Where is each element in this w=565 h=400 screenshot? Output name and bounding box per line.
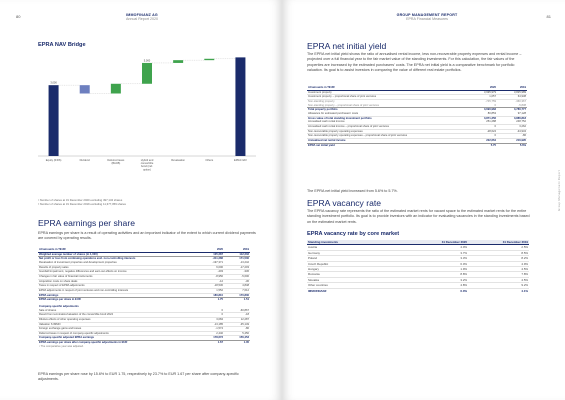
nav-bridge-bar [49, 85, 59, 156]
eps-adj-value: -35,149 [224, 322, 250, 327]
eps-section-company-specific-label: Company-specific adjustments [39, 304, 79, 308]
eps-label: Weighted average number of shares (in 1,000) [38, 252, 198, 257]
vac-col-label: Standing investments [307, 240, 407, 245]
vacancy-label: Poland [307, 256, 407, 261]
eps-adj-value: 1.35 [224, 341, 250, 345]
vac-total-2019: 4.1% [468, 288, 529, 293]
vacancy-subheading: EPRA vacancy rate by core market [307, 231, 400, 237]
vacancy-value: 4.9% [468, 261, 529, 266]
eps-value: -8,950 [198, 274, 224, 279]
left-page [0, 0, 282, 400]
niy-label: Non-recoverable property operating expenses [307, 129, 467, 134]
eps-adj-label: Dilutive effects of other operating expenses [38, 317, 198, 322]
vacancy-heading: EPRA vacancy rate [307, 198, 382, 208]
eps-adj-value: 1.67 [198, 341, 224, 345]
vacancy-value: 1.9% [407, 267, 468, 272]
niy-value: 0 [467, 124, 497, 129]
left-header-subtitle: Annual Report 2020 [126, 17, 158, 22]
vac-total-2020: 6.0% [407, 288, 468, 293]
nav-bridge-bar [80, 85, 90, 93]
niy-row [307, 143, 527, 147]
eps-value: -197,371 [198, 261, 224, 265]
eps-table-body [38, 252, 250, 348]
niy-value: -745,759 [485, 99, 496, 103]
niy-value: 3,886,818 [497, 116, 527, 120]
eps-label: Changes in fair value of financial instruments [38, 274, 198, 279]
side-section-label: Group Management Report [557, 170, 561, 211]
niy-value: 3,780,777 [497, 108, 527, 112]
eps-value: -311,286 [198, 257, 224, 261]
eps-label: EPRA earnings [38, 293, 198, 298]
vacancy-value: 4.5% [468, 277, 529, 282]
vacancy-value: 4.5% [468, 267, 529, 272]
niy-intro: The EPRA net initial yield shows the ratio of annualised rental income, less non-recoverable property expenses and rental income – projected over a full financial year to the fair market value of the standing investments. For this calculation, the fair values of the properties are increased by the estimated purchasers' costs. The EPRA net initial yield is a comparative benchmark for portfolio valuation. Its goal is to assist investors in comparing the value of different real estate portfolios. [307, 52, 522, 73]
niy-label: Non-standing property [308, 99, 335, 103]
nav-bridge-bar [204, 59, 214, 60]
vacancy-value: 3.3% [407, 256, 468, 261]
eps-label: EPRA adjustments in respect of joint ventures and non-controlling interests [38, 288, 198, 293]
left-header-title: IMMOFINANZ AG [126, 13, 158, 17]
eps-value: -13,242 [224, 261, 250, 265]
vacancy-table [307, 240, 529, 293]
niy-value: -5,838 [518, 103, 526, 107]
vacancy-label: Romania [307, 272, 407, 277]
eps-col-2020: 2020 [198, 248, 224, 252]
eps-col-2019: 2019 [224, 248, 250, 252]
vac-col-2020: 31 December 2020 [407, 240, 468, 245]
vacancy-label: Czech Republic [307, 261, 407, 266]
eps-adj-label: Valuation S IMMO [38, 322, 198, 327]
niy-value: 3,262 [497, 124, 527, 129]
eps-value: 105,287 [198, 252, 224, 257]
eps-value: 171,530 [224, 257, 250, 261]
niy-value: 3,871,356 [467, 116, 497, 120]
nav-bridge-footnote-2: ² Number of shares at 31 December 2019 excluding 11,377,059 shares [38, 202, 126, 206]
eps-value: -336 [224, 270, 250, 275]
eps-adj-value: -60,867 [224, 309, 250, 313]
nav-bridge-value-label: 3,000 [50, 81, 57, 85]
eps-closing: EPRA earnings per share rose by 15.6% to EUR 1.75, respectively by 23.7% to EUR 1.67 per share after company-specific adjustments. [38, 372, 239, 382]
niy-value: 64,938 [497, 95, 527, 100]
niy-col-label: All amounts in TEUR [307, 86, 467, 90]
eps-value: -403 [198, 270, 224, 275]
nav-bridge-bar [142, 63, 152, 84]
niy-value: -360,367 [515, 99, 526, 103]
nav-bridge-category-label: Revaluation [171, 159, 185, 162]
niy-value: 251,288 [467, 120, 497, 124]
nav-bridge-category-label: Equity (IFRS) [45, 159, 62, 162]
eps-label: Acquisition costs on share deals [38, 279, 198, 284]
vacancy-value: 4.8% [407, 283, 468, 288]
niy-value: 0 [494, 103, 496, 107]
eps-value: -30 [224, 279, 250, 284]
vacancy-label: Slovakia [307, 277, 407, 282]
niy-label: EPRA net initial yield [307, 143, 467, 147]
eps-adj-value: -18 [224, 313, 250, 318]
nav-bridge-bar [111, 84, 121, 94]
nav-bridge-chart [38, 52, 256, 194]
nav-bridge-category-label: Others [205, 159, 214, 162]
eps-heading: EPRA earnings per share [38, 218, 135, 228]
niy-label: Gross value of total standing investment portfolio [307, 116, 467, 120]
eps-value: 1,552 [198, 288, 224, 293]
eps-value: 180,810 [198, 293, 224, 298]
nav-bridge-bar [173, 60, 183, 63]
niy-label: Allowance for estimated purchasers' costs [307, 112, 467, 116]
nav-bridge-category-label: Hybrid and convertible bond (incl. option) [140, 159, 154, 172]
eps-label: EPRA earnings per share in EUR [38, 298, 198, 302]
vacancy-label: Germany [307, 250, 407, 255]
eps-adj-value: 0 [198, 313, 224, 318]
eps-adj-value: 156,453 [224, 336, 250, 341]
eps-adj-label: Result from termination/valuation of the convertible bond 2024 [38, 313, 198, 318]
vacancy-value: 3.7% [407, 250, 468, 255]
eps-adj-value: 12,287 [224, 317, 250, 322]
vacancy-value: 8.2% [468, 256, 529, 261]
eps-value: 4,848 [224, 284, 250, 289]
niy-label: Annualised cash rental income [307, 120, 467, 124]
eps-adj-label: EPRA earnings per share after company-specific adjustments in EUR [38, 341, 198, 345]
vacancy-label: Hungary [307, 267, 407, 272]
vacancy-value: 9.2% [468, 283, 529, 288]
right-page-number: 81 [546, 14, 551, 19]
niy-value: 5.6% [497, 143, 527, 147]
niy-label: Investment property [307, 90, 467, 95]
right-page [282, 0, 565, 400]
niy-table [307, 86, 527, 147]
niy-value: 222,664 [467, 138, 497, 143]
niy-label: Investment property – proportional share of joint ventures [307, 95, 467, 100]
eps-col-label: All amounts in TEUR [38, 248, 198, 252]
eps-value: 1.75 [198, 298, 224, 302]
vac-total-label: IMMOFINANZ [307, 288, 407, 293]
eps-value: -5,600 [224, 274, 250, 279]
vacancy-value: 7.8% [468, 272, 529, 277]
left-running-header [110, 13, 174, 22]
eps-adj-value: 3,084 [198, 317, 224, 322]
eps-intro: EPRA earnings per share is a result of operating activities and an important indicator of the extent to which current dividend payments are covered by operating results. [38, 231, 256, 241]
vacancy-intro: The EPRA vacancy rate represents the ratio of the estimated market rents for vacant space to the estimated market rents for the entire standing investment portfolio. Its goal is to provide investors with an indicator for evaluating vacancies in the standing investments based on the estimated market rents. [307, 209, 530, 224]
vacancy-value: 6.0% [407, 261, 468, 266]
eps-adj-value: -13,185 [198, 322, 224, 327]
eps-value: 170,830 [224, 293, 250, 298]
eps-value: -12 [198, 279, 224, 284]
niy-label: Annualised cash rental income – proportional share of joint ventures [307, 124, 467, 129]
eps-adj-value: -80 [224, 327, 250, 332]
vacancy-value: 2.5% [468, 245, 529, 250]
nav-bridge-category-label: Deferred taxes (BACB) [107, 159, 125, 166]
right-header-title: GROUP MANAGEMENT REPORT [396, 13, 458, 17]
nav-bridge-bar [235, 57, 245, 156]
eps-adj-value: 5,450 [224, 331, 250, 336]
eps-label: Revaluation of investment properties and development properties [38, 261, 198, 265]
niy-label: Annualised net rental income [307, 138, 467, 143]
eps-adj-value: -1,574 [198, 327, 224, 332]
vacancy-label: Other countries [307, 283, 407, 288]
niy-value: -28,624 [467, 129, 497, 134]
right-running-header [390, 13, 464, 22]
eps-value: 6,000 [198, 265, 224, 270]
eps-value: 1.51 [224, 298, 250, 302]
nav-bridge-category-label: EPRA NAV [234, 159, 247, 162]
left-page-number: 80 [16, 14, 21, 19]
vacancy-table-body [307, 245, 529, 288]
niy-label: Non-standing property – proportional share of joint ventures [308, 103, 379, 107]
niy-value: 97,128 [497, 112, 527, 116]
niy-value: -34,934 [497, 129, 527, 134]
vacancy-value: 4.0% [407, 245, 468, 250]
niy-col-2019: 2019 [497, 86, 527, 90]
vacancy-value: 3.2% [407, 277, 468, 282]
niy-value: 5.75 [467, 143, 497, 147]
nav-bridge-footnote-1: ¹ Number of shares at 31 December 2020 excluding 497,134 shares [38, 198, 123, 202]
vac-col-2019: 31 December 2019 [468, 240, 529, 245]
eps-table-footnote: ¹ The comparative year was adjusted. [39, 344, 84, 348]
niy-value: 1,057 [467, 95, 497, 100]
nav-bridge-svg [38, 52, 256, 194]
niy-col-2020: 2020 [467, 86, 497, 90]
vacancy-value: 8.5% [468, 250, 529, 255]
eps-label: Goodwill impairment, negative differences and earn-out effects on income [38, 270, 198, 275]
eps-adj-label: Deferred taxes in respect of company-specific adjustments [38, 331, 198, 336]
niy-value: 3,995,979 [467, 90, 497, 95]
niy-value: 0 [467, 134, 497, 139]
niy-value: -86 [497, 134, 527, 139]
eps-footnote-row [38, 345, 250, 349]
eps-label: Results of property sales [38, 265, 198, 270]
vacancy-label: Austria [307, 245, 407, 250]
niy-heading: EPRA net initial yield [307, 41, 387, 51]
niy-value: 248,752 [497, 120, 527, 124]
nav-bridge-value-label: 5,000 [143, 59, 151, 63]
vacancy-value: 8.8% [407, 272, 468, 277]
niy-label: Total property portfolio [307, 108, 467, 112]
eps-adj-label: Company-specific adjusted EPRA earnings [38, 336, 198, 341]
niy-value: 80,853 [467, 112, 497, 116]
eps-table [38, 248, 250, 348]
niy-value: 3,690,983 [467, 108, 497, 112]
eps-value: 7,612 [224, 288, 250, 293]
nav-bridge-heading: EPRA NAV Bridge [38, 42, 86, 48]
eps-adj-value: 178,672 [198, 336, 224, 341]
eps-label: Taxes in respect of EPRA adjustments [38, 284, 198, 289]
niy-label: Non-recoverable property operating expenses – proportional share of joint ventures [307, 134, 467, 139]
eps-value: -18,530 [198, 284, 224, 289]
nav-bridge-category-label: Dividend [79, 159, 90, 162]
right-header-subtitle: EPRA Financial Measures [406, 17, 448, 22]
niy-value: 3,825,989 [497, 90, 527, 95]
niy-value: 216,995 [497, 138, 527, 143]
eps-value: -17,203 [224, 265, 250, 270]
niy-closing: The EPRA net initial yield increased from 5.6% to 5.7%. [307, 189, 398, 193]
eps-adj-value: 0 [198, 309, 224, 313]
eps-adj-label: Sale of shares [38, 309, 198, 313]
eps-adj-label: Foreign exchange gains and losses [38, 327, 198, 332]
eps-label: Net profit or loss from continuing operations excl. non-controlling interests [38, 257, 198, 261]
eps-value: 112,232 [224, 252, 250, 257]
niy-table-body [307, 90, 527, 147]
eps-adj-value: 2,440 [198, 331, 224, 336]
